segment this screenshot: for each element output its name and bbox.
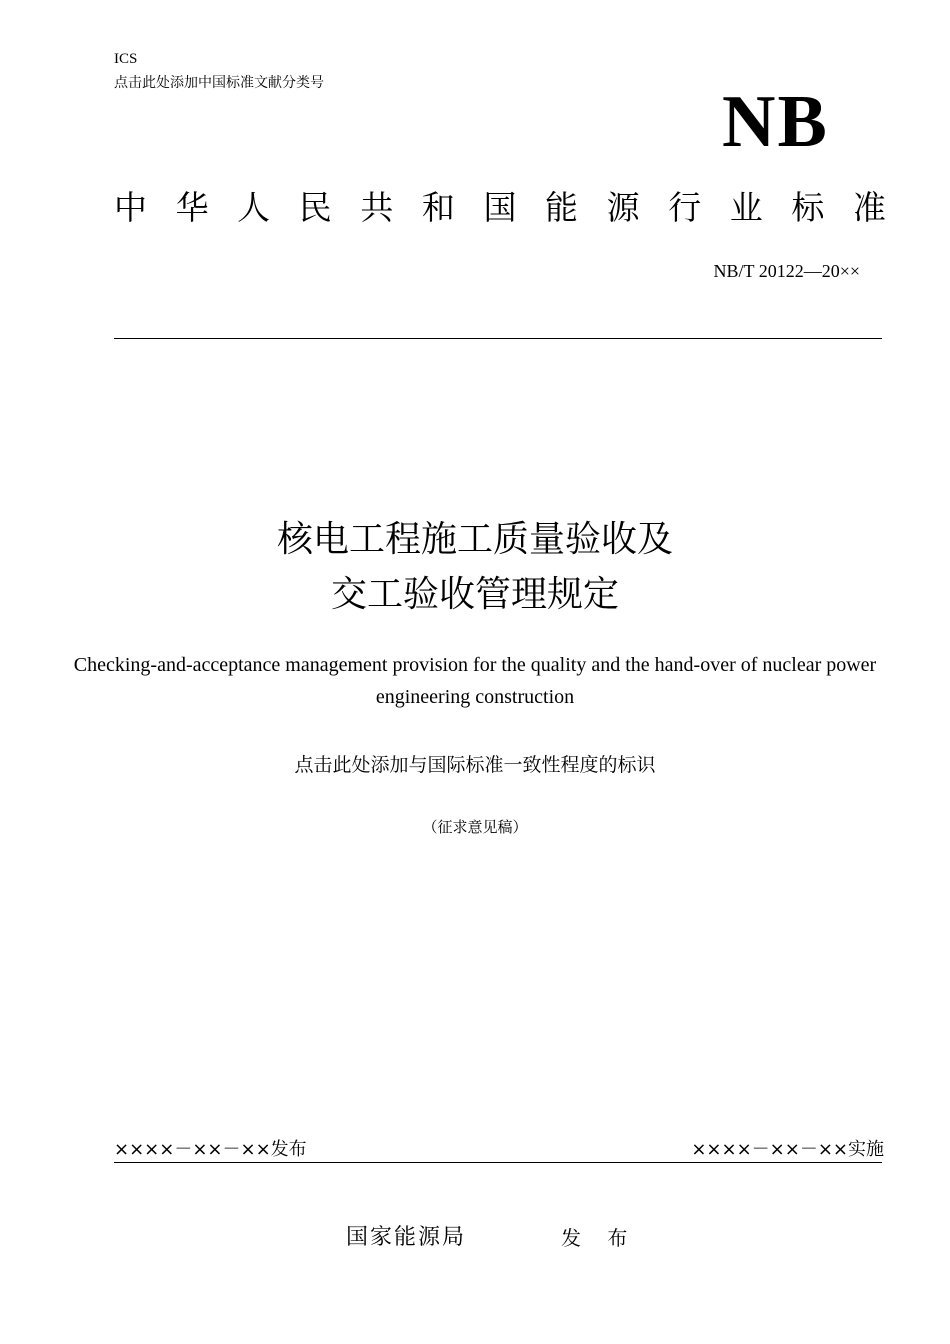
title-char: 行: [668, 188, 702, 227]
footer-divider: [114, 1162, 882, 1163]
chinese-title-line-2: 交工验收管理规定: [330, 574, 619, 615]
title-char: 源: [606, 188, 640, 227]
nb-logo: NB: [722, 81, 829, 163]
title-char: 标: [791, 188, 825, 227]
title-char: 共: [360, 188, 394, 227]
implement-date: ××××－××－××实施: [691, 1139, 884, 1160]
standard-code: NB/T 20122—20××: [713, 261, 860, 281]
publish-date: ××××－××－××发布: [114, 1139, 307, 1160]
standard-category-title: [114, 186, 886, 230]
english-title: Checking-and-acceptance management provision for the quality and the hand-over of nuclear power engineering construction: [73, 654, 877, 708]
title-char: 和: [421, 188, 455, 227]
issuer-name: 国家能源局: [346, 1225, 467, 1250]
title-char: 能: [545, 188, 579, 227]
title-char: 民: [298, 188, 332, 227]
ics-label: ICS: [114, 51, 138, 67]
chinese-title-line-1: 核电工程施工质量验收及: [276, 519, 673, 560]
draft-status: （征求意见稿）: [422, 818, 528, 836]
title-char: 中: [114, 188, 147, 227]
classification-number-placeholder[interactable]: 点击此处添加中国标准文献分类号: [114, 75, 324, 91]
title-char: 华: [175, 188, 209, 227]
title-char: 业: [729, 188, 763, 227]
issue-label: 发 布: [561, 1226, 638, 1250]
consistency-placeholder[interactable]: 点击此处添加与国际标准一致性程度的标识: [294, 754, 656, 776]
title-char: 人: [237, 188, 271, 227]
title-char: 国: [483, 188, 517, 227]
title-char: 准: [852, 188, 886, 227]
header-divider: [114, 338, 882, 339]
